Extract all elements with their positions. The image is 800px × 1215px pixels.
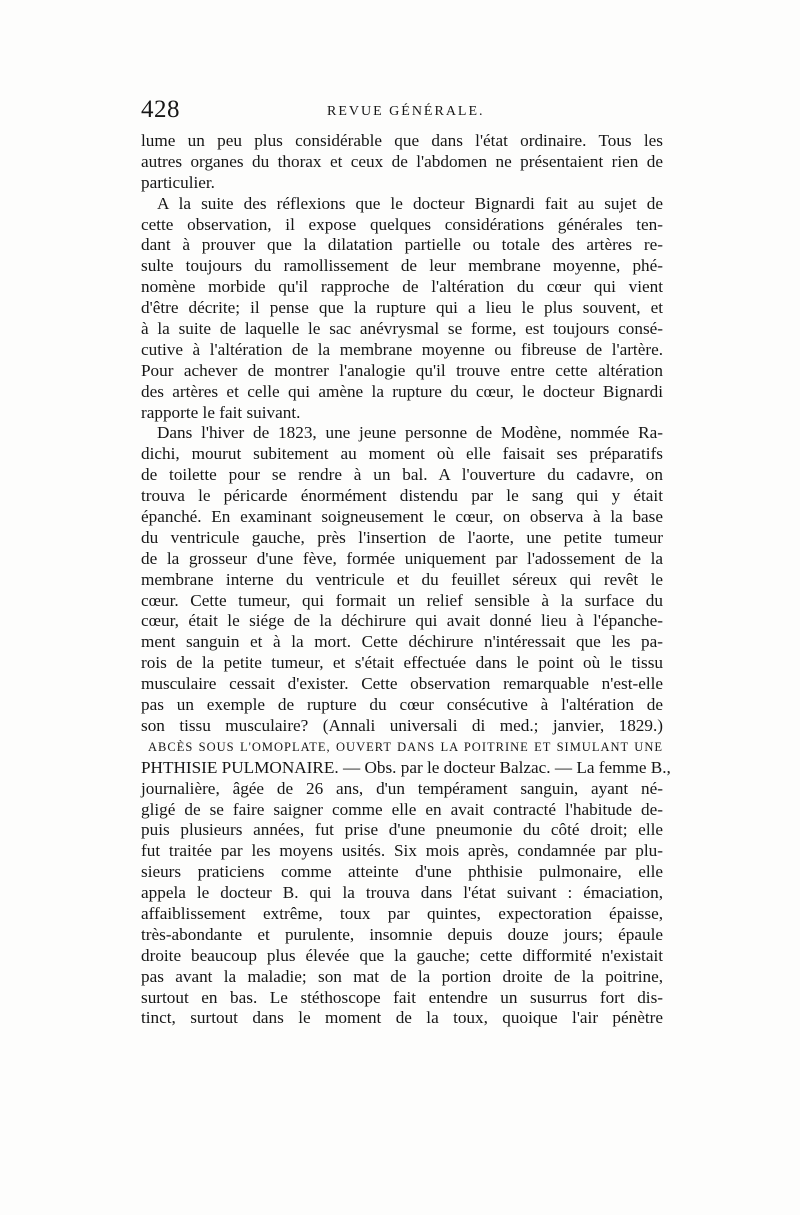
text-line: rois de la petite tumeur, et s'était effectuée dans le point où le tissu — [141, 653, 663, 673]
text-line: ABCÈS SOUS L'OMOPLATE, OUVERT DANS LA POITRINE ET SIMULANT UNE — [148, 739, 663, 754]
text-line: autres organes du thorax et ceux de l'abdomen ne présentaient rien de — [141, 151, 663, 171]
text-line: tinct, surtout dans le moment de la toux, quoique l'air pénètre — [141, 1008, 663, 1028]
text-line: pas un exemple de rupture du cœur consécutive à l'altération de — [141, 695, 663, 715]
text-line: cœur, était le siége de la déchirure qui avait donné lieu à l'épanche- — [141, 611, 663, 631]
text-line: Dans l'hiver de 1823, une jeune personne de Modène, nommée Ra- — [157, 423, 663, 443]
text-line: de la grosseur d'une fève, formée uniquement par l'adossement de la — [141, 548, 663, 568]
text-line: particulier. — [141, 172, 215, 192]
text-line: d'être décrite; il pense que la rupture qui a lieu le plus souvent, et — [141, 298, 663, 318]
text-line: dichi, mourut subitement au moment où elle faisait ses préparatifs — [141, 444, 663, 464]
text-line: puis plusieurs années, fut prise d'une pneumonie du côté droit; elle — [141, 820, 663, 840]
text-line: rapporte le fait suivant. — [141, 402, 301, 422]
text-line: très-abondante et purulente, insomnie depuis douze jours; épaule — [141, 924, 663, 944]
text-line: lume un peu plus considérable que dans l'état ordinaire. Tous les — [141, 131, 663, 150]
text-line: pas avant la maladie; son mat de la portion droite de la poitrine, — [141, 966, 663, 986]
text-line: musculaire cessait d'exister. Cette observation remarquable n'est-elle — [141, 674, 663, 694]
text-line: dant à prouver que la dilatation partielle ou totale des artères re- — [141, 235, 663, 255]
text-line: membrane interne du ventricule et du feuillet séreux qui revêt le — [141, 569, 663, 589]
text-line: cette observation, il expose quelques considérations générales ten- — [141, 214, 663, 234]
text-line: sulte toujours du ramollissement de leur membrane moyenne, phé- — [141, 256, 663, 276]
body-text — [141, 131, 671, 1029]
text-line: sieurs praticiens comme atteinte d'une phthisie pulmonaire, elle — [141, 862, 663, 882]
page-header — [141, 96, 661, 126]
text-line: nomène morbide qu'il rapproche de l'altération du cœur qui vient — [141, 277, 663, 297]
text-line: trouva le péricarde énormément distendu par le sang qui y était — [141, 486, 663, 506]
text-line: de toilette pour se rendre à un bal. A l'ouverture du cadavre, on — [141, 465, 663, 485]
text-line: son tissu musculaire? (Annali universali di med.; janvier, 1829.) — [141, 715, 663, 735]
text-line: cutive à l'altération de la membrane moyenne ou fibreuse de l'artère. — [141, 339, 663, 359]
running-head: REVUE GÉNÉRALE. — [327, 104, 485, 119]
text-line: PHTHISIE PULMONAIRE. — Obs. par le docteur Balzac. — La femme B., — [141, 757, 671, 777]
text-line: ment sanguin et à la mort. Cette déchirure n'intéressait que les pa- — [141, 632, 663, 652]
text-line: Pour achever de montrer l'analogie qu'il trouve entre cette altération — [141, 360, 663, 380]
text-line: journalière, âgée de 26 ans, d'un tempérament sanguin, ayant né- — [141, 778, 663, 798]
text-line: surtout en bas. Le stéthoscope fait entendre un susurrus fort dis- — [141, 987, 663, 1007]
page-number: 428 — [141, 96, 180, 123]
text-line: cœur. Cette tumeur, qui formait un relief sensible à la surface du — [141, 590, 663, 610]
text-line: droite beaucoup plus élevée que la gauche; cette difformité n'existait — [141, 945, 663, 965]
text-line: des artères et celle qui amène la rupture du cœur, le docteur Bignardi — [141, 381, 663, 401]
text-line: fut traitée par les moyens usités. Six mois après, condamnée par plu- — [141, 841, 663, 861]
text-line: épanché. En examinant soigneusement le cœur, on observa à la base — [141, 507, 663, 527]
text-line: appela le docteur B. qui la trouva dans l'état suivant : émaciation, — [141, 883, 663, 903]
text-line: A la suite des réflexions que le docteur Bignardi fait au sujet de — [157, 193, 663, 213]
text-line: affaiblissement extrême, toux par quintes, expectoration épaisse, — [141, 903, 663, 923]
text-line: gligé de se faire saigner comme elle en avait contracté l'habitude de- — [141, 799, 663, 819]
text-line: du ventricule gauche, près l'insertion de l'aorte, une petite tumeur — [141, 527, 663, 547]
text-line: à la suite de laquelle le sac anévrysmal se forme, est toujours consé- — [141, 319, 663, 339]
